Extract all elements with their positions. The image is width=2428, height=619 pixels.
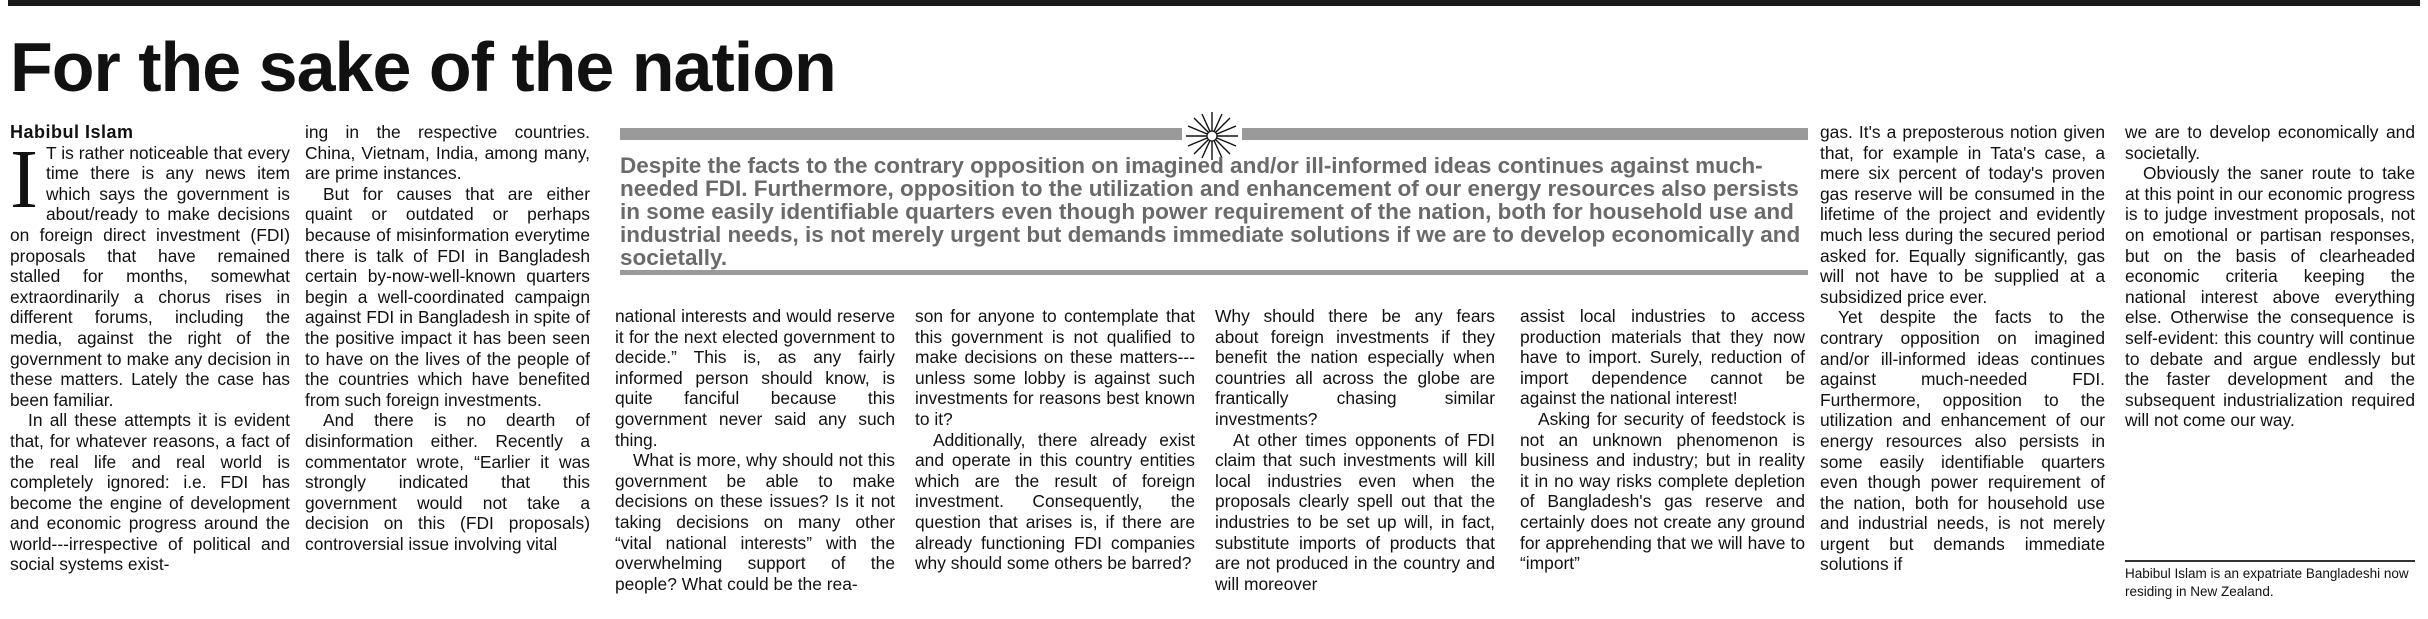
article-paragraph: we are to develop economically and societally. [2125, 122, 2415, 163]
article-paragraph: But for causes that are either quaint or outdated or perhaps because of misinformation everytime there is talk of FDI in Bangladesh certain by-now-well-known quarters begin a well-coordinated campaign against FDI in Bangladesh in spite of the positive impact it has been seen to have on the lives of the people of the countries which have benefited from such foreign investments. [305, 183, 590, 410]
article-paragraph: And there is no dearth of disinformation either. Recently a commentator wrote, “Earlier it was strongly indicated that this government would not take a decision on this (FDI proposals) controversial issue involving vital [305, 410, 590, 554]
article-column-3 [615, 306, 895, 594]
article-paragraph: Why should there be any fears about foreign investments if they benefit the nation especially when countries all across the globe are frantically chasing similar investments? [1215, 306, 1495, 429]
article-paragraph: son for anyone to contemplate that this government is not qualified to make decisions on these matters---unless some lobby is against such investments for reasons best known to it? [915, 306, 1195, 429]
article-column-6 [1520, 306, 1805, 574]
headline: For the sake of the nation [10, 28, 836, 106]
paragraph-text: T is rather noticeable that every time there is any news item which says the government is about/ready to make decisions on foreign direct investment (FDI) proposals that have remained stalled for months, somewhat extraordinarily a chorus rises in different forums, including the media, against the right of the government to make any decision in these matters. Lately the case has been familiar. [10, 142, 290, 410]
article-paragraph: Asking for security of feedstock is not an unknown phenomenon is business and industry; but in reality it in no way risks complete depletion of Bangladesh's gas reserve and certainly does not create any ground for apprehending that we will have to “import” [1520, 408, 1805, 574]
top-rule [8, 0, 2420, 6]
author-bio-rule [2125, 560, 2415, 562]
article-paragraph: Additionally, there already exist and operate in this country entities which are the result of foreign investment. Consequently, the question that arises is, if there are already functioning FDI companies why should some others be barred? [915, 429, 1195, 574]
article-paragraph: At other times opponents of FDI claim that such investments will kill local industries even when the proposals clearly spell out that the industries to be set up will, in fact, substitute imports of products that are not produced in the country and will moreover [1215, 429, 1495, 594]
article-paragraph: Obviously the saner route to take at this point in our economic progress is to judge investment proposals, not on emotional or partisan responses, but on the basis of clearheaded economic criteria keeping the national interest above everything else. Otherwise the consequence is self-evident: this country will continue to debate and argue endlessly but the faster development and the subsequent industrialization required will not come our way. [2125, 163, 2415, 431]
article-paragraph: In all these attempts it is evident that, for whatever reasons, a fact of the real life and real world is completely ignored: i.e. FDI has become the engine of development and economic progress around the world---irrespective of political and social systems exist- [10, 410, 290, 575]
pull-quote-block [620, 118, 1808, 280]
author-bio: Habibul Islam is an expatriate Bangladeshi now residing in New Zealand. [2125, 566, 2409, 599]
drop-cap: I [10, 132, 38, 226]
article-column-4 [915, 306, 1195, 574]
pull-quote-text: Despite the facts to the contrary opposition on imagined and/or ill-informed ideas continues against much-needed FDI. Furthermore, opposition to the utilization and enhancement of our energy resources also persists in some easily identifiable quarters even though power requirement of the nation, both for household use and industrial needs, is not merely urgent but demands immediate solutions if we are to develop economically and societally. [620, 153, 1801, 270]
article-paragraph: What is more, why should not this government be able to make decisions on these issues? Is it not taking decisions on many other “vital national interests” with the overwhelming support of the people? What could be the rea- [615, 450, 895, 594]
article-column-7 [1820, 122, 2105, 575]
article-paragraph: Yet despite the facts to the contrary opposition on imagined and/or ill-informed ideas continues against much-needed FDI. Furthermore, opposition to the utilization and enhancement of our energy resources also persists in some easily identifiable quarters even though power requirement of the nation, both for household use and industrial needs, is not merely urgent but demands immediate solutions if [1820, 307, 2105, 575]
byline: Habibul Islam [10, 122, 134, 142]
article-paragraph: national interests and would reserve it for the next elected government to decide.” This is, as any fairly informed person should know, is quite fanciful because this government never said any such thing. [615, 306, 895, 450]
article-paragraph: gas. It's a preposterous notion given that, for example in Tata's case, a mere six percent of today's proven gas reserve will be consumed in the lifetime of the project and evidently much less during the secured period asked for. Equally significantly, gas will not have to be supplied at a subsidized price ever. [1820, 122, 2105, 307]
article-column-2 [305, 122, 590, 554]
pull-quote-bottom-bar [620, 270, 1808, 275]
article-paragraph: assist local industries to access production materials that they now have to import. Surely, reduction of import dependence cannot be against the national interest! [1520, 306, 1805, 409]
article-column-5 [1215, 306, 1495, 594]
article-column-8 [2125, 122, 2415, 431]
article-paragraph: ing in the respective countries. China, Vietnam, India, among many, are prime instances. [305, 122, 590, 184]
article-column-1 [10, 122, 290, 575]
